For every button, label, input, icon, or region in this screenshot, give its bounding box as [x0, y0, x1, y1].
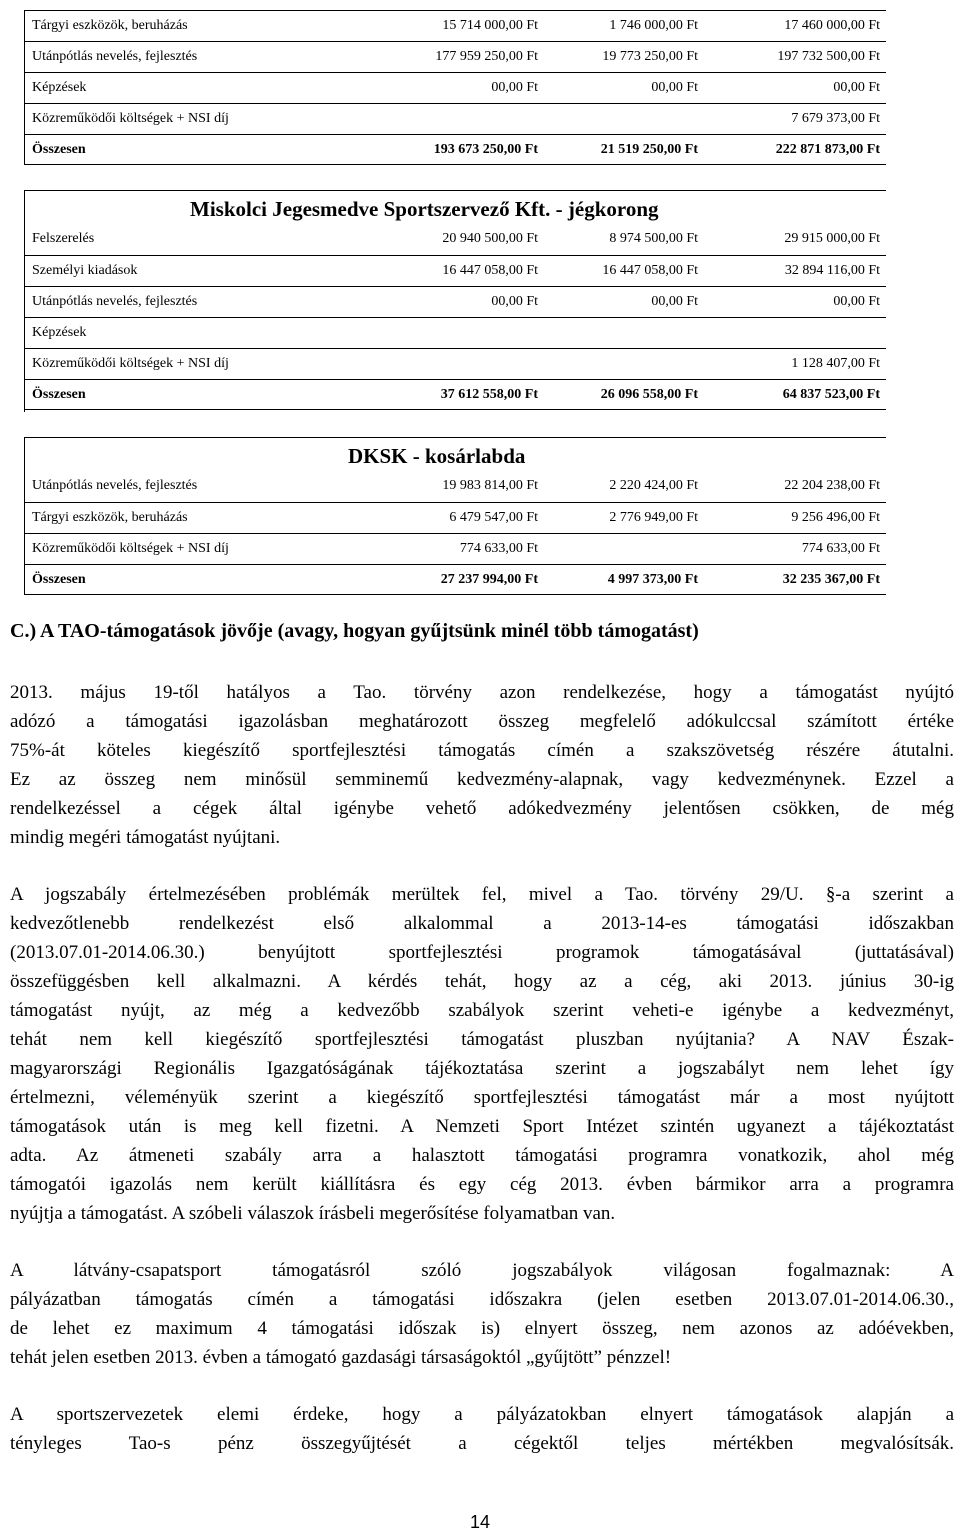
cell-value: 8 974 500,00 Ft — [609, 231, 698, 246]
cell-value: 20 940 500,00 Ft — [442, 231, 538, 246]
cell-value: 00,00 Ft — [651, 294, 698, 309]
total-value: 26 096 558,00 Ft — [600, 387, 698, 402]
text-line: tényleges Tao-s pénz összegyűjtését a cégektől teljes mértékben megvalósítsák. — [10, 1433, 954, 1454]
text-line: (2013.07.01-2014.06.30.) benyújtott sportfejlesztési programok támogatásával (juttatásával) — [10, 942, 954, 963]
cell-value: 00,00 Ft — [651, 80, 698, 95]
table-total-row — [24, 134, 886, 165]
total-value: 37 612 558,00 Ft — [440, 387, 538, 402]
table-2 — [24, 190, 886, 410]
row-label: Tárgyi eszközök, beruházás — [32, 510, 188, 525]
cell-value: 19 983 814,00 Ft — [442, 478, 538, 493]
text-line: magyarországi Regionális Igazgatóságának tájékoztatása szerint a jogszabályt nem lehet így — [10, 1058, 954, 1079]
total-label: Összesen — [32, 572, 86, 587]
section-heading: C.) A TAO-támogatások jövője (avagy, hogyan gyűjtsünk minél több támogatást) — [10, 620, 699, 642]
table-row — [24, 502, 886, 533]
cell-value: 00,00 Ft — [833, 294, 880, 309]
table-row — [24, 533, 886, 564]
cell-value: 177 959 250,00 Ft — [435, 49, 538, 64]
cell-value: 16 447 058,00 Ft — [602, 263, 698, 278]
cell-value: 32 894 116,00 Ft — [784, 263, 880, 278]
total-label: Összesen — [32, 387, 86, 402]
text-line: tehát nem kell kiegészítő sportfejlesztési támogatást pluszban nyújtania? A NAV Észak- — [10, 1029, 954, 1050]
total-label: Összesen — [32, 142, 86, 157]
table-row — [24, 471, 886, 502]
row-label: Képzések — [32, 80, 87, 95]
table-title-row — [24, 437, 886, 471]
cell-value: 6 479 547,00 Ft — [449, 510, 538, 525]
row-label: Képzések — [32, 325, 87, 340]
table-row — [24, 72, 886, 103]
total-value: 222 871 873,00 Ft — [775, 142, 880, 157]
total-value: 21 519 250,00 Ft — [600, 142, 698, 157]
row-label: Közreműködői költségek + NSI díj — [32, 356, 229, 371]
table-row — [24, 10, 886, 41]
text-line: 75%-át köteles kiegészítő sportfejlesztési támogatás címén a szakszövetség részére átutalni. — [10, 740, 954, 761]
text-line: tehát jelen esetben 2013. évben a támogató gazdasági társaságoktól „gyűjtött” pénzzel! — [10, 1347, 672, 1368]
total-value: 4 997 373,00 Ft — [607, 572, 698, 587]
cell-value: 00,00 Ft — [833, 80, 880, 95]
total-value: 193 673 250,00 Ft — [433, 142, 538, 157]
table-row — [24, 224, 886, 255]
table-total-row — [24, 564, 886, 595]
text-line: támogatói igazolás nem került kiállításra és egy cég 2013. évben bármikor arra a programra — [10, 1174, 954, 1195]
cell-value: 19 773 250,00 Ft — [602, 49, 698, 64]
text-line: értelmezni, véleményük szerint a kiegészítő sportfejlesztési támogatást már a most nyújtott — [10, 1087, 954, 1108]
text-line: rendelkezéssel a cégek által igénybe vehető adókedvezmény jelentősen csökken, de még — [10, 798, 954, 819]
cell-value: 2 220 424,00 Ft — [609, 478, 698, 493]
paragraph — [10, 880, 954, 1228]
row-label: Közreműködői költségek + NSI díj — [32, 111, 229, 126]
cell-value: 2 776 949,00 Ft — [609, 510, 698, 525]
row-label: Utánpótlás nevelés, fejlesztés — [32, 478, 198, 493]
row-label: Utánpótlás nevelés, fejlesztés — [32, 294, 198, 309]
row-label: Felszerelés — [32, 231, 95, 246]
table-row — [24, 255, 886, 286]
paragraph — [10, 678, 954, 852]
text-line: támogatások után is meg kell fizetni. A Nemzeti Sport Intézet szintén ugyanezt a tájékoztatást — [10, 1116, 954, 1137]
table-row — [24, 41, 886, 72]
cell-value: 00,00 Ft — [491, 294, 538, 309]
text-line: A jogszabály értelmezésében problémák merültek fel, mivel a Tao. törvény 29/U. §-a szerint a — [10, 884, 954, 905]
cell-value: 7 679 373,00 Ft — [791, 111, 880, 126]
cell-value: 197 732 500,00 Ft — [777, 49, 880, 64]
table-row — [24, 348, 886, 379]
cell-value: 29 915 000,00 Ft — [784, 231, 880, 246]
text-line: adta. Az átmeneti szabály arra a halasztott támogatási programra vonatkozik, ahol még — [10, 1145, 954, 1166]
total-value: 32 235 367,00 Ft — [782, 572, 880, 587]
text-line: kedvezőtlenebb rendelkezést első alkalommal a 2013-14-es támogatási időszakban — [10, 913, 954, 934]
table-row — [24, 317, 886, 348]
cell-value: 22 204 238,00 Ft — [784, 478, 880, 493]
cell-value: 774 633,00 Ft — [459, 541, 538, 556]
total-value: 27 237 994,00 Ft — [440, 572, 538, 587]
cell-value: 1 746 000,00 Ft — [609, 18, 698, 33]
cell-value: 16 447 058,00 Ft — [442, 263, 538, 278]
table-3-title: DKSK - kosárlabda — [348, 444, 526, 468]
table-2-title: Miskolci Jegesmedve Sportszervező Kft. - jégkorong — [190, 197, 659, 221]
page-number: 14 — [469, 1512, 491, 1532]
text-line: támogatást nyújt, az még a kedvezőbb szabályok szerint veheti-e igénybe a kedvezményt, — [10, 1000, 954, 1021]
row-label: Utánpótlás nevelés, fejlesztés — [32, 49, 198, 64]
text-line: A látvány-csapatsport támogatásról szóló jogszabályok világosan fogalmaznak: A — [10, 1260, 954, 1281]
row-label: Közreműködői költségek + NSI díj — [32, 541, 229, 556]
text-line: 2013. május 19-től hatályos a Tao. törvény azon rendelkezése, hogy a támogatást nyújtó — [10, 682, 954, 703]
cell-value: 1 128 407,00 Ft — [791, 356, 880, 371]
text-line: A sportszervezetek elemi érdeke, hogy a pályázatokban elnyert támogatások alapján a — [10, 1404, 954, 1425]
total-value: 64 837 523,00 Ft — [782, 387, 880, 402]
table-total-row — [24, 379, 886, 410]
text-line: nyújtja a támogatást. A szóbeli válaszok írásbeli megerősítése folyamatban van. — [10, 1203, 616, 1224]
row-label: Személyi kiadások — [32, 263, 138, 278]
paragraph — [10, 1256, 954, 1372]
cell-value: 9 256 496,00 Ft — [791, 510, 880, 525]
cell-value: 774 633,00 Ft — [801, 541, 880, 556]
text-line: de lehet ez maximum 4 támogatási időszak is) elnyert összeg, nem azonos az adóévekben, — [10, 1318, 954, 1339]
table-3 — [24, 437, 886, 595]
table-title-row — [24, 190, 886, 224]
text-line: adózó a támogatási igazolásban meghatározott összeg megfelelő adókulccsal számított értéke — [10, 711, 954, 732]
cell-value: 00,00 Ft — [491, 80, 538, 95]
paragraph — [10, 1400, 954, 1458]
table-row — [24, 103, 886, 134]
text-line: mindig megéri támogatást nyújtani. — [10, 827, 281, 848]
cell-value: 17 460 000,00 Ft — [784, 18, 880, 33]
table-row — [24, 286, 886, 317]
text-line: Ez az összeg nem minősül semminemű kedvezmény-alapnak, vagy kedvezménynek. Ezzel a — [10, 769, 954, 790]
text-line: összefüggésben kell alkalmazni. A kérdés tehát, hogy az a cég, aki 2013. június 30-ig — [10, 971, 954, 992]
cell-value: 15 714 000,00 Ft — [442, 18, 538, 33]
text-line: pályázatban támogatás címén a támogatási időszakra (jelen esetben 2013.07.01-2014.06.30., — [10, 1289, 954, 1310]
row-label: Tárgyi eszközök, beruházás — [32, 18, 188, 33]
table-1 — [24, 10, 886, 165]
